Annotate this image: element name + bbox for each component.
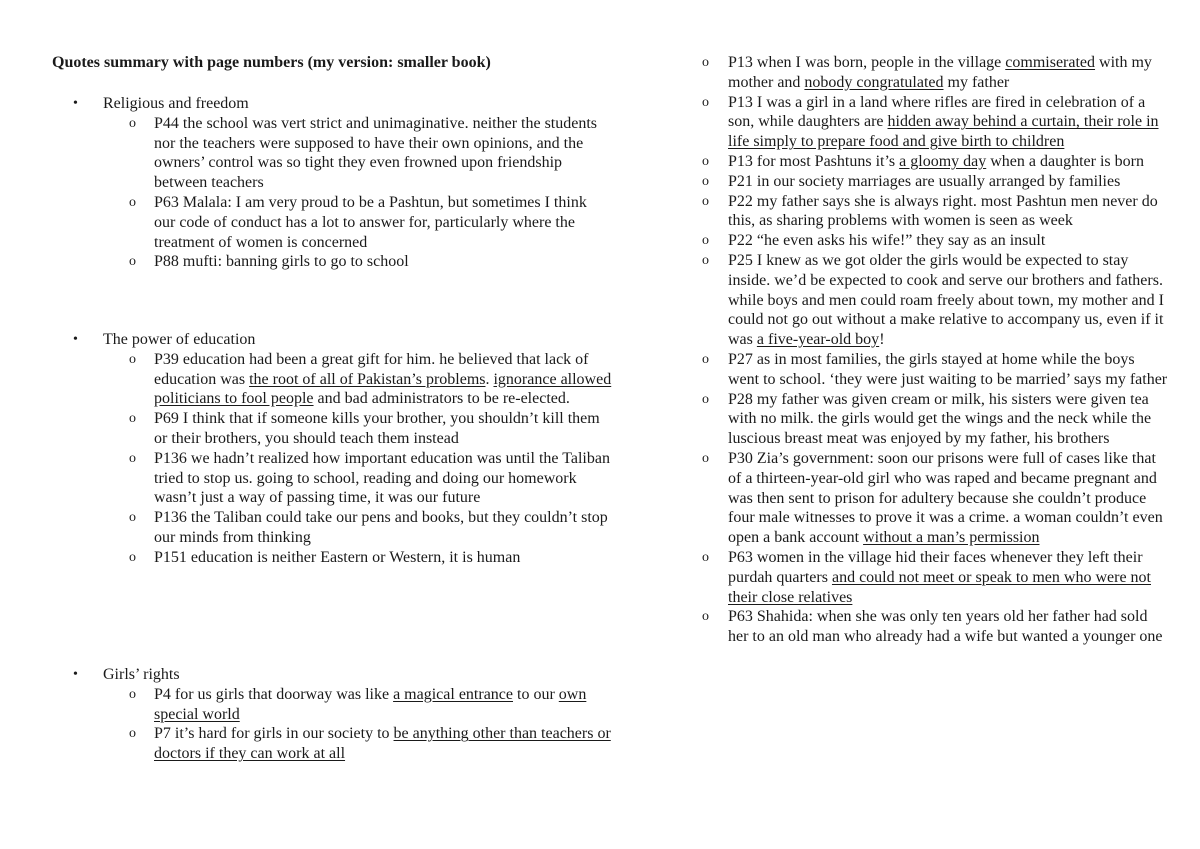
sub-bullet-marker: o [702,549,709,565]
quote-list [52,114,612,272]
sub-bullet-marker: o [129,510,136,526]
sub-bullet-marker: o [129,254,136,270]
sub-bullet-marker: o [702,391,709,407]
sub-bullet-marker: o [702,55,709,70]
quote-item [698,192,1168,232]
quote-text: . [485,370,494,388]
quote-item [52,685,612,725]
sub-bullet-marker: o [129,450,136,466]
sub-bullet-marker: o [702,252,709,268]
quote-text: P4 for us girls that doorway was like [154,685,394,703]
bullet-marker: • [73,332,78,347]
section-heading [52,94,612,114]
document-title: Quotes summary with page numbers (my version: smaller book) [52,54,491,71]
underlined-phrase: without a man’s permission [863,529,1040,547]
quote-text: ! [879,331,885,349]
quote-text: P27 as in most families, the girls stayed at home while the boys went to school. ‘they were just waiting to be married’ says my father [728,350,1168,388]
quote-item [698,548,1168,607]
quote-item [698,449,1168,548]
quote-item [698,350,1168,390]
quote-text: P28 my father was given cream or milk, his sisters were given tea with no milk. the girls would get the wings and the neck while the luscious breast meat was enjoyed by my father, his brothers [728,390,1152,448]
quote-list [698,53,1168,647]
sub-bullet-marker: o [702,450,709,466]
underlined-phrase: and could not meet or speak to men who were not their close relatives [728,568,1151,606]
quote-text: P22 “he even asks his wife!” they say as an insult [728,232,1046,250]
underlined-phrase: a gloomy day [899,152,987,170]
quote-list [52,350,612,568]
quote-item [52,350,612,409]
sub-bullet-marker: o [129,411,136,427]
quote-item [52,449,612,508]
quote-text: P63 Shahida: when she was only ten years old her father had sold her to an old man who already had a wife but wanted a younger one [728,608,1163,646]
quote-text: P30 Zia’s government: soon our prisons were full of cases like that of a thirteen-year-old girl who was raped and became pregnant and was then sent to prison for adultery because she couldn’t produce four male witnesses to prove it was a crime. a woman couldn’t even open a bank account [728,449,1163,547]
quote-item [698,93,1168,152]
sub-bullet-marker: o [702,351,709,367]
quote-item [698,172,1168,192]
quote-item [698,390,1168,449]
quote-text: P25 I knew as we got older the girls would be expected to stay inside. we’d be expected to cook and serve our brothers and fathers. while boys and men could roam freely about town, my mother and I could not go out without a make relative to accompany us, even if it was [728,251,1164,349]
quote-list [52,685,612,764]
underlined-phrase: a five-year-old boy [756,331,880,349]
quote-item [52,724,612,764]
quote-text: P39 education had been a great gift for him. he believed that lack of education was [154,350,589,388]
sub-bullet-marker: o [702,193,709,209]
quote-text: when a daughter is born [986,152,1144,170]
underlined-phrase: the root of all of Pakistan’s problems [249,370,486,388]
quote-item [698,251,1168,350]
underlined-phrase: be anything other than teachers or doctors if they can work at all [154,725,611,763]
sub-bullet-marker: o [129,686,136,702]
underlined-phrase: own special world [154,685,587,723]
section-girls-rights [52,665,612,764]
quote-text: P63 Malala: I am very proud to be a Pashtun, but sometimes I think our code of conduct has a lot to answer for, particularly where the treatment of women is concerned [154,193,587,251]
underlined-phrase: nobody congratulated [804,73,944,91]
quote-text: P136 we hadn’t realized how important education was until the Taliban tried to stop us. going to school, reading and doing our homework wasn’t just a way of passing time, it was our future [154,449,610,507]
bullet-marker: • [73,667,78,682]
quote-item [698,607,1168,647]
sub-bullet-marker: o [129,726,136,742]
sub-bullet-marker: o [129,194,136,210]
sub-bullet-marker: o [129,351,136,367]
quote-text: P136 the Taliban could take our pens and books, but they couldn’t stop our minds from thinking [154,509,608,546]
quote-item [52,193,612,252]
underlined-phrase: hidden away behind a curtain, their role in life simply to prepare food and give birth to children [728,113,1159,151]
quote-item [52,252,612,272]
quote-text: P21 in our society marriages are usually arranged by families [728,172,1121,190]
sub-bullet-marker: o [129,115,136,131]
sub-bullet-marker: o [702,609,709,625]
quote-text: with my mother and [728,54,1152,91]
section-heading-text: Girls’ rights [103,666,180,683]
quote-text: and bad administrators to be re-elected. [313,390,570,408]
sub-bullet-marker: o [129,549,136,565]
quote-text: P13 for most Pashtuns it’s [728,152,900,170]
quote-text: P44 the school was vert strict and unimaginative. neither the students nor the teachers were supposed to have their own opinions, and the owners’ control was so tight they even frowned upon friendship between teachers [154,114,598,192]
quote-text: my father [943,73,1010,91]
section-heading [52,330,612,350]
quote-item [52,548,612,568]
quote-item [698,231,1168,251]
quote-text: P88 mufti: banning girls to go to school [154,253,409,271]
quote-item [52,114,612,193]
quote-text: P7 it’s hard for girls in our society to [154,725,394,743]
underlined-phrase: commiserated [1005,54,1096,71]
sub-bullet-marker: o [702,153,709,169]
section-heading-text: The power of education [103,331,256,348]
right-column [698,53,1168,647]
quote-item [52,409,612,449]
quote-item [52,508,612,548]
quote-item [698,53,1168,93]
section-power-of-education [52,330,612,568]
underlined-phrase: a magical entrance [393,685,513,703]
quote-text: P69 I think that if someone kills your brother, you shouldn’t kill them or their brothers, you should teach them instead [154,410,600,447]
quote-text: P13 I was a girl in a land where rifles are fired in celebration of a son, while daughters are [728,93,1146,131]
quote-text: P22 my father says she is always right. most Pashtun men never do this, as sharing problems with women is seen as week [728,192,1158,230]
section-heading-text: Religious and freedom [103,95,249,112]
quote-text: to our [513,685,559,703]
section-heading [52,665,612,685]
section-religious-freedom [52,94,612,272]
bullet-marker: • [73,96,78,111]
sub-bullet-marker: o [702,173,709,189]
quote-text: P151 education is neither Eastern or Western, it is human [154,548,521,566]
sub-bullet-marker: o [702,94,709,110]
quote-text: P13 when I was born, people in the village [728,54,1006,71]
underlined-phrase: ignorance allowed politicians to fool people [154,370,612,408]
sub-bullet-marker: o [702,233,709,249]
quote-item [698,152,1168,172]
quote-text: P63 women in the village hid their faces whenever they left their purdah quarters [728,548,1143,586]
